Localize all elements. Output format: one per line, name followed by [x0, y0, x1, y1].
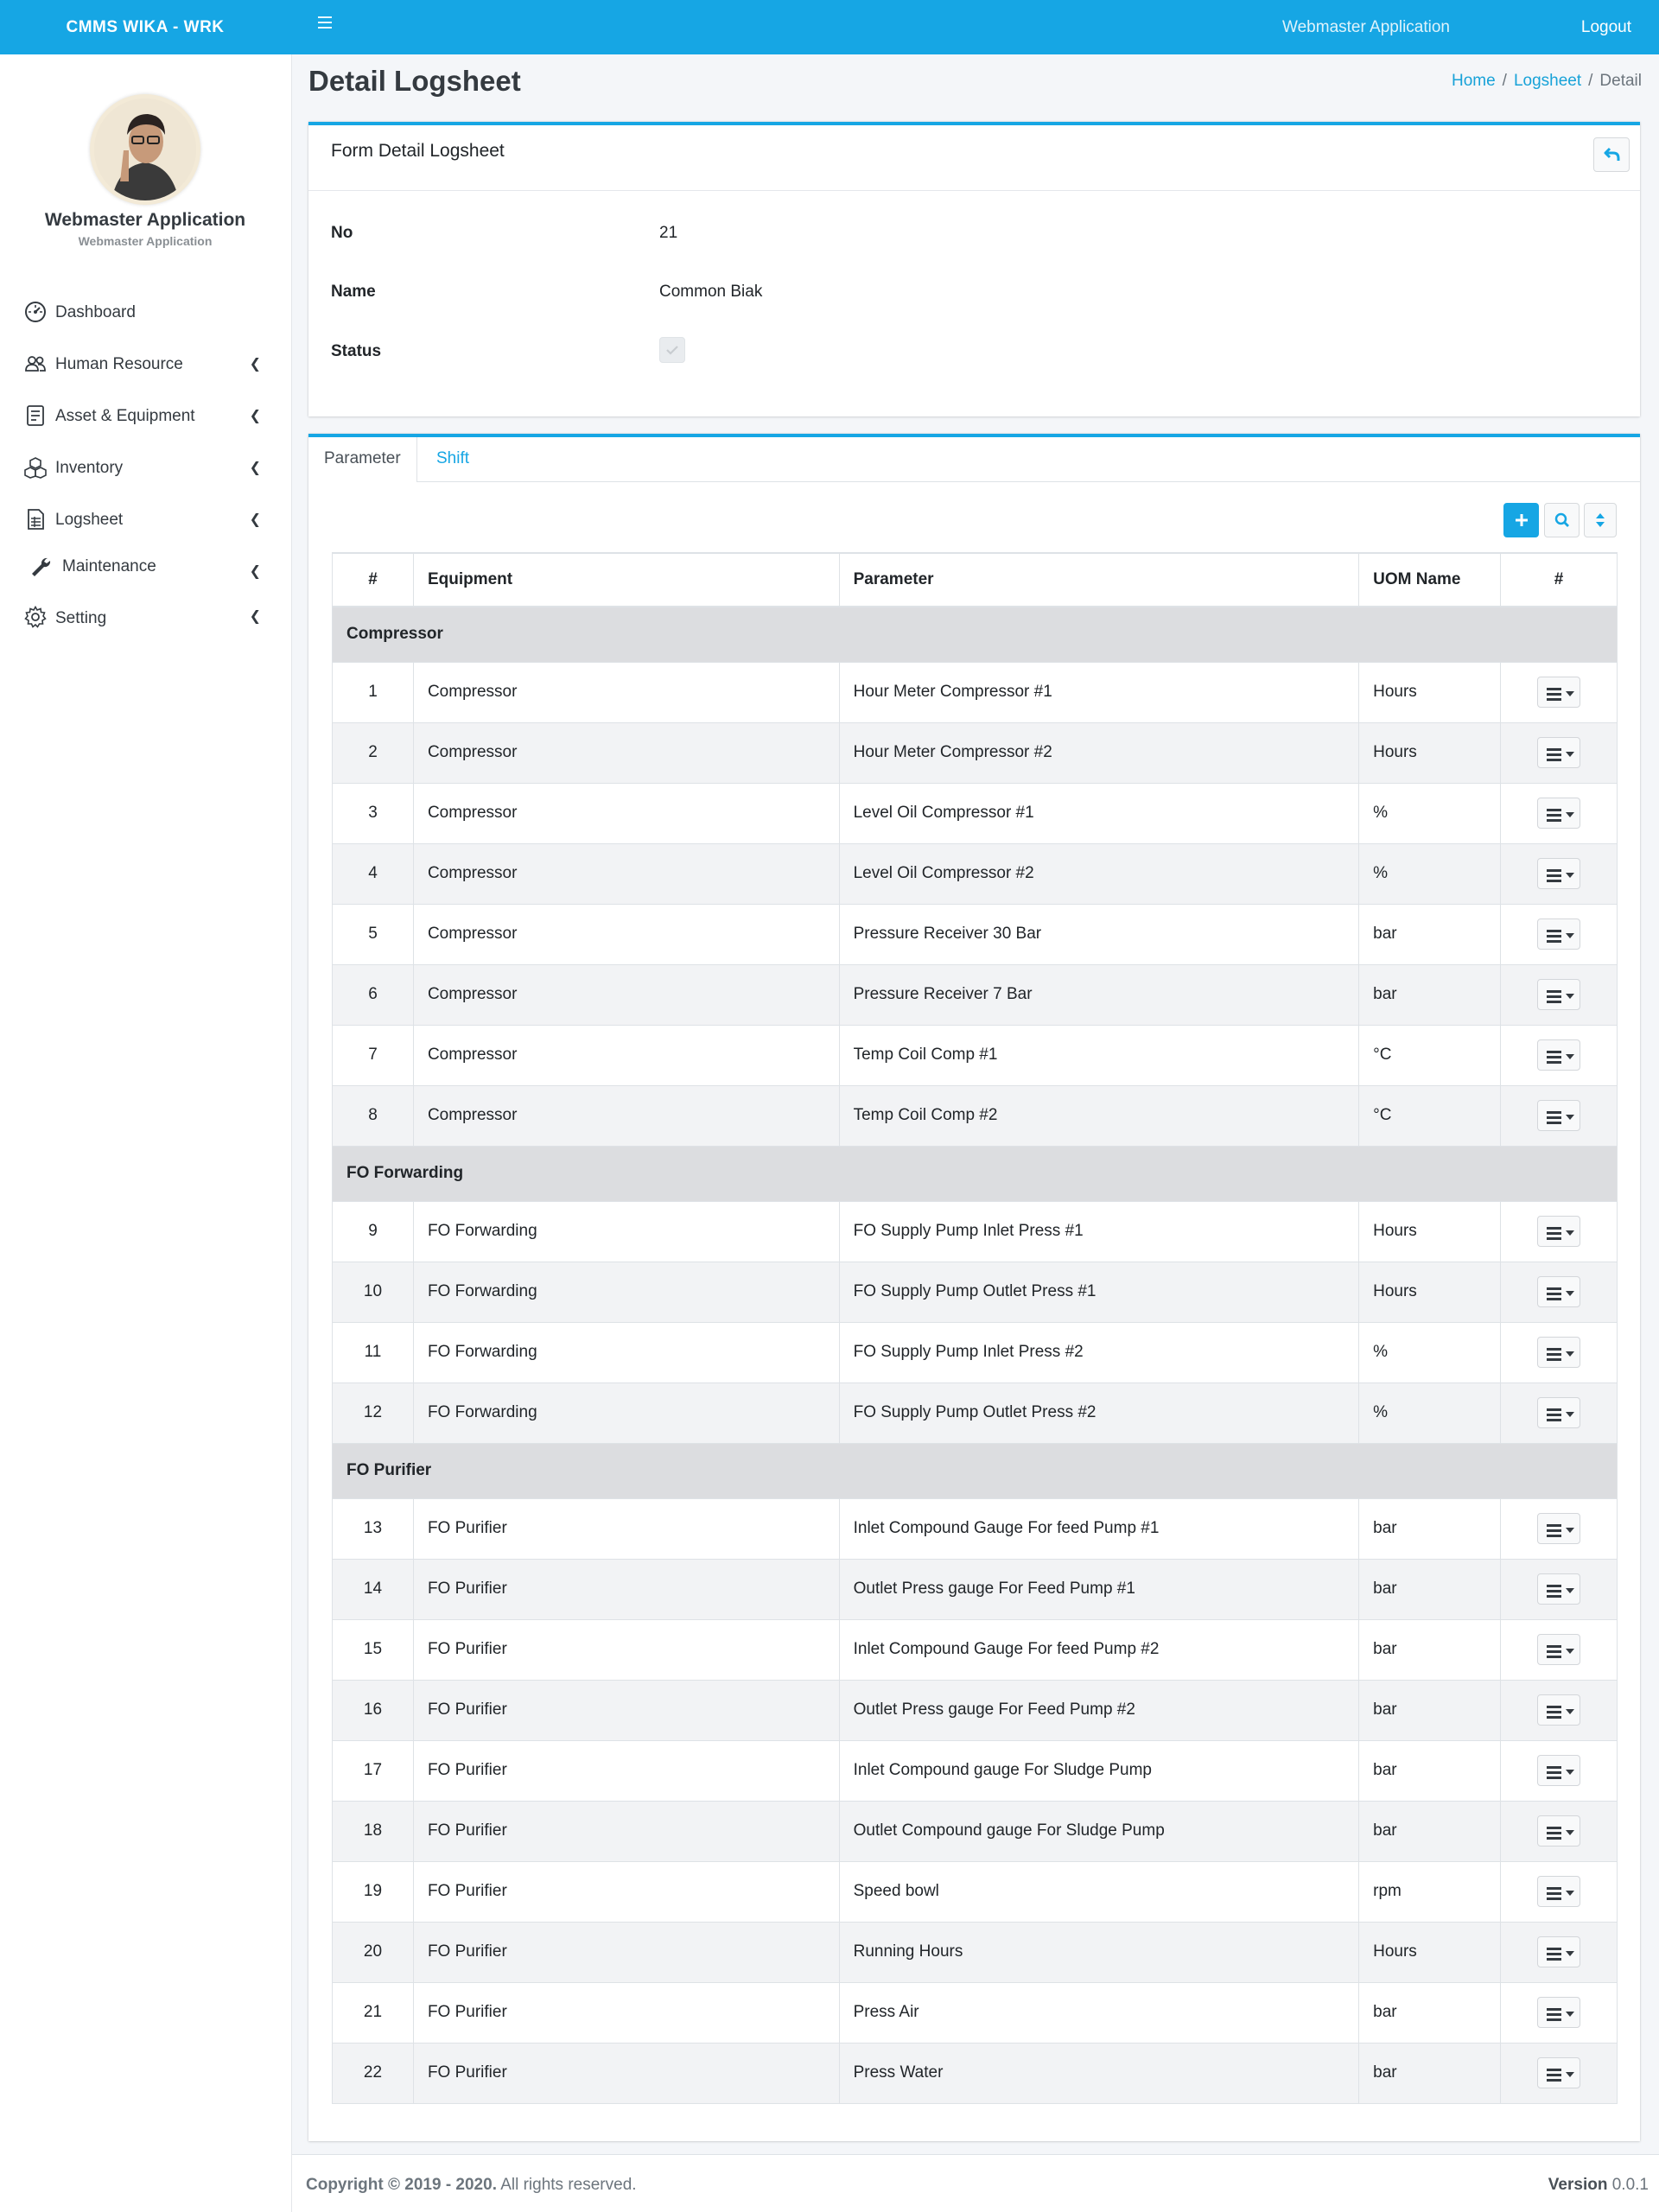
cell-equipment: FO Purifier — [413, 1559, 839, 1619]
cell-uom: rpm — [1359, 1861, 1501, 1922]
caret-down-icon — [1566, 1770, 1574, 1775]
table-row — [333, 843, 1618, 904]
row-action-dropdown-button[interactable] — [1537, 1694, 1580, 1726]
menu-bars-icon — [1547, 1948, 1561, 1963]
caret-down-icon — [1566, 1649, 1574, 1654]
cell-uom: bar — [1359, 1498, 1501, 1559]
cell-action — [1501, 1680, 1618, 1740]
caret-down-icon — [1566, 1115, 1574, 1120]
cell-action — [1501, 1982, 1618, 2043]
cell-parameter: FO Supply Pump Inlet Press #2 — [839, 1322, 1359, 1382]
row-action-dropdown-button[interactable] — [1537, 2057, 1580, 2088]
cell-equipment: FO Purifier — [413, 1740, 839, 1801]
cell-uom: Hours — [1359, 1922, 1501, 1982]
cell-no: 19 — [333, 1861, 414, 1922]
menu-bars-icon — [1547, 809, 1561, 824]
cell-equipment: Compressor — [413, 662, 839, 722]
cell-uom: bar — [1359, 904, 1501, 964]
cell-action — [1501, 1922, 1618, 1982]
cell-action — [1501, 722, 1618, 783]
cell-parameter: FO Supply Pump Inlet Press #1 — [839, 1201, 1359, 1262]
card-header — [308, 125, 1640, 191]
cell-parameter: FO Supply Pump Outlet Press #1 — [839, 1262, 1359, 1322]
cell-action — [1501, 964, 1618, 1025]
cell-equipment: Compressor — [413, 964, 839, 1025]
cell-equipment: FO Purifier — [413, 1498, 839, 1559]
menu-bars-icon — [1547, 1706, 1561, 1721]
row-action-dropdown-button[interactable] — [1537, 1216, 1580, 1247]
breadcrumb-logsheet-link[interactable]: Logsheet — [1513, 72, 1582, 90]
chevron-left-icon: ❮ — [249, 409, 261, 423]
row-action-dropdown-button[interactable] — [1537, 858, 1580, 889]
caret-down-icon — [1566, 812, 1574, 817]
table-row — [333, 964, 1618, 1025]
cell-equipment: FO Purifier — [413, 1680, 839, 1740]
caret-down-icon — [1566, 994, 1574, 999]
cell-no: 13 — [333, 1498, 414, 1559]
cell-no: 20 — [333, 1922, 414, 1982]
field-label: No — [331, 224, 353, 242]
sidebar-item-label: Asset & Equipment — [55, 407, 195, 425]
cell-parameter: Outlet Press gauge For Feed Pump #1 — [839, 1559, 1359, 1619]
sidebar-user-name: Webmaster Application — [44, 210, 246, 230]
cell-equipment: Compressor — [413, 843, 839, 904]
table-row — [333, 904, 1618, 964]
caret-down-icon — [1566, 1588, 1574, 1593]
cell-uom: Hours — [1359, 662, 1501, 722]
row-action-dropdown-button[interactable] — [1537, 1876, 1580, 1907]
cell-action — [1501, 1619, 1618, 1680]
cell-action — [1501, 1382, 1618, 1443]
cell-action — [1501, 783, 1618, 843]
footer — [292, 2154, 1659, 2212]
cell-parameter: Inlet Compound gauge For Sludge Pump — [839, 1740, 1359, 1801]
cell-uom: °C — [1359, 1085, 1501, 1146]
table-row — [333, 1498, 1618, 1559]
cell-equipment: FO Purifier — [413, 1982, 839, 2043]
cell-uom: Hours — [1359, 1201, 1501, 1262]
row-action-dropdown-button[interactable] — [1537, 737, 1580, 768]
cell-parameter: Speed bowl — [839, 1861, 1359, 1922]
row-action-dropdown-button[interactable] — [1537, 1100, 1580, 1131]
parameter-table — [332, 552, 1618, 2104]
cell-equipment: Compressor — [413, 783, 839, 843]
menu-bars-icon — [1547, 1051, 1561, 1066]
breadcrumb-home-link[interactable]: Home — [1451, 72, 1496, 90]
tab-bar — [308, 437, 1640, 482]
table-body — [333, 607, 1618, 2103]
check-icon — [666, 345, 678, 355]
cell-parameter: Pressure Receiver 30 Bar — [839, 904, 1359, 964]
caret-down-icon — [1566, 1709, 1574, 1714]
cell-no: 3 — [333, 783, 414, 843]
sidebar-menu — [0, 288, 290, 651]
row-action-dropdown-button[interactable] — [1537, 798, 1580, 829]
cell-action — [1501, 1498, 1618, 1559]
menu-bars-icon — [1547, 2008, 1561, 2024]
sort-icon — [1595, 512, 1605, 528]
breadcrumb-separator: / — [1502, 72, 1507, 90]
cell-uom: % — [1359, 1322, 1501, 1382]
table-row — [333, 1982, 1618, 2043]
cell-uom: bar — [1359, 1982, 1501, 2043]
cell-uom: bar — [1359, 964, 1501, 1025]
cell-no: 8 — [333, 1085, 414, 1146]
cell-action — [1501, 1559, 1618, 1619]
cell-uom: % — [1359, 843, 1501, 904]
table-row — [333, 1201, 1618, 1262]
table-row — [333, 783, 1618, 843]
menu-bars-icon — [1547, 1287, 1561, 1303]
menu-bars-icon — [1547, 869, 1561, 885]
field-label: Name — [331, 283, 376, 301]
table-row — [333, 662, 1618, 722]
gear-icon — [24, 606, 47, 628]
table-row — [333, 1740, 1618, 1801]
boxes-icon — [24, 456, 47, 479]
caret-down-icon — [1566, 2072, 1574, 2077]
table-row — [333, 722, 1618, 783]
sidebar-item-asset-equipment[interactable] — [0, 391, 290, 443]
cell-no: 18 — [333, 1801, 414, 1861]
search-icon — [1554, 512, 1570, 528]
cell-no: 7 — [333, 1025, 414, 1085]
copyright-bold: Copyright © 2019 - 2020. — [306, 2176, 497, 2194]
caret-down-icon — [1566, 1891, 1574, 1896]
cell-no: 17 — [333, 1740, 414, 1801]
sidebar-item-label: Maintenance — [62, 557, 156, 575]
row-action-dropdown-button[interactable] — [1537, 1997, 1580, 2028]
sidebar-item-label: Logsheet — [55, 511, 124, 529]
cell-no: 12 — [333, 1382, 414, 1443]
table-row — [333, 1619, 1618, 1680]
cell-parameter: Hour Meter Compressor #1 — [839, 662, 1359, 722]
parameter-table-card — [308, 434, 1640, 2141]
sidebar-item-human-resource[interactable] — [0, 340, 290, 391]
cell-uom: bar — [1359, 2043, 1501, 2103]
table-row — [333, 1922, 1618, 1982]
chevron-left-icon: ❮ — [249, 564, 261, 579]
undo-icon — [1604, 147, 1621, 162]
caret-down-icon — [1566, 1528, 1574, 1533]
cell-equipment: Compressor — [413, 1085, 839, 1146]
cell-uom: % — [1359, 1382, 1501, 1443]
cell-parameter: Level Oil Compressor #1 — [839, 783, 1359, 843]
menu-bars-icon — [1547, 1348, 1561, 1363]
tab-parameter[interactable]: Parameter — [308, 437, 417, 482]
group-label: FO Forwarding — [333, 1146, 1618, 1201]
cell-action — [1501, 1801, 1618, 1861]
sidebar-item-label: Inventory — [55, 459, 124, 477]
menu-bars-icon — [1547, 688, 1561, 703]
status-checkbox[interactable] — [659, 337, 685, 363]
avatar — [90, 94, 200, 205]
table-row — [333, 1680, 1618, 1740]
caret-down-icon — [1566, 1230, 1574, 1236]
cell-parameter: FO Supply Pump Outlet Press #2 — [839, 1382, 1359, 1443]
chevron-left-icon: ❮ — [249, 461, 261, 475]
menu-bars-icon — [1547, 748, 1561, 764]
menu-bars-icon — [1547, 2069, 1561, 2084]
row-action-dropdown-button[interactable] — [1537, 1815, 1580, 1847]
cell-parameter: Level Oil Compressor #2 — [839, 843, 1359, 904]
group-label: Compressor — [333, 607, 1618, 662]
menu-bars-icon — [1547, 930, 1561, 945]
version-label: Version — [1548, 2176, 1608, 2194]
cell-action — [1501, 2043, 1618, 2103]
cell-uom: Hours — [1359, 722, 1501, 783]
table-row — [333, 1322, 1618, 1382]
table-row — [333, 1025, 1618, 1085]
cell-no: 6 — [333, 964, 414, 1025]
hamburger-menu-icon[interactable] — [318, 16, 334, 30]
menu-bars-icon — [1547, 1766, 1561, 1782]
row-action-dropdown-button[interactable] — [1537, 1039, 1580, 1071]
table-row — [333, 2043, 1618, 2103]
table-row — [333, 1559, 1618, 1619]
cell-action — [1501, 1085, 1618, 1146]
search-button[interactable] — [1544, 503, 1580, 537]
app-brand[interactable]: CMMS WIKA - WRK — [66, 18, 225, 36]
row-action-dropdown-button[interactable] — [1537, 1634, 1580, 1665]
cell-no: 14 — [333, 1559, 414, 1619]
cell-equipment: FO Purifier — [413, 1801, 839, 1861]
cell-action — [1501, 662, 1618, 722]
group-row — [333, 607, 1618, 662]
cell-parameter: Hour Meter Compressor #2 — [839, 722, 1359, 783]
caret-down-icon — [1566, 2012, 1574, 2017]
cell-equipment: FO Purifier — [413, 1861, 839, 1922]
cell-no: 10 — [333, 1262, 414, 1322]
cell-action — [1501, 1322, 1618, 1382]
menu-bars-icon — [1547, 1887, 1561, 1903]
cell-parameter: Inlet Compound Gauge For feed Pump #2 — [839, 1619, 1359, 1680]
field-value: Common Biak — [659, 283, 763, 301]
wrench-icon — [29, 556, 52, 578]
cell-uom: % — [1359, 783, 1501, 843]
caret-down-icon — [1566, 691, 1574, 696]
cell-parameter: Outlet Compound gauge For Sludge Pump — [839, 1801, 1359, 1861]
chevron-left-icon: ❮ — [249, 357, 261, 372]
cell-no: 9 — [333, 1201, 414, 1262]
table-header-row — [333, 553, 1618, 607]
table-row — [333, 1861, 1618, 1922]
add-button[interactable] — [1503, 503, 1539, 537]
caret-down-icon — [1566, 1054, 1574, 1059]
cell-no: 5 — [333, 904, 414, 964]
cell-parameter: Running Hours — [839, 1922, 1359, 1982]
list-icon — [24, 404, 47, 427]
cell-parameter: Temp Coil Comp #2 — [839, 1085, 1359, 1146]
sidebar-item-dashboard[interactable] — [0, 288, 290, 340]
cell-uom: °C — [1359, 1025, 1501, 1085]
row-action-dropdown-button[interactable] — [1537, 1513, 1580, 1544]
field-label: Status — [331, 342, 382, 360]
cell-equipment: FO Forwarding — [413, 1201, 839, 1262]
table-row — [333, 1382, 1618, 1443]
cell-no: 4 — [333, 843, 414, 904]
cell-no: 11 — [333, 1322, 414, 1382]
breadcrumb-separator: / — [1588, 72, 1593, 90]
plus-icon — [1514, 512, 1529, 528]
group-row — [333, 1443, 1618, 1498]
sidebar-item-inventory[interactable] — [0, 443, 290, 495]
sidebar — [0, 54, 292, 2212]
cell-no: 2 — [333, 722, 414, 783]
menu-bars-icon — [1547, 1585, 1561, 1600]
cell-action — [1501, 1861, 1618, 1922]
cell-no: 21 — [333, 1982, 414, 2043]
form-detail-card — [308, 122, 1640, 416]
nav-user-link[interactable]: Webmaster Application — [1282, 18, 1450, 36]
cell-equipment: Compressor — [413, 904, 839, 964]
cell-parameter: Outlet Press gauge For Feed Pump #2 — [839, 1680, 1359, 1740]
menu-bars-icon — [1547, 1111, 1561, 1127]
cell-equipment: FO Purifier — [413, 2043, 839, 2103]
row-action-dropdown-button[interactable] — [1537, 1573, 1580, 1605]
row-action-dropdown-button[interactable] — [1537, 1936, 1580, 1967]
column-header-uom[interactable]: UOM Name — [1359, 553, 1501, 607]
cell-equipment: FO Forwarding — [413, 1382, 839, 1443]
caret-down-icon — [1566, 1951, 1574, 1956]
sort-button[interactable] — [1584, 503, 1617, 537]
cell-uom: bar — [1359, 1619, 1501, 1680]
cell-uom: bar — [1359, 1559, 1501, 1619]
breadcrumb — [1452, 72, 1642, 91]
cell-equipment: FO Purifier — [413, 1619, 839, 1680]
group-row — [333, 1146, 1618, 1201]
cell-parameter: Temp Coil Comp #1 — [839, 1025, 1359, 1085]
menu-bars-icon — [1547, 990, 1561, 1006]
footer-copyright — [306, 2176, 637, 2195]
sheet-icon — [24, 508, 47, 531]
cell-action — [1501, 1262, 1618, 1322]
row-action-dropdown-button[interactable] — [1537, 677, 1580, 708]
caret-down-icon — [1566, 752, 1574, 757]
cell-action — [1501, 1201, 1618, 1262]
caret-down-icon — [1566, 1351, 1574, 1357]
cell-no: 22 — [333, 2043, 414, 2103]
footer-version — [1548, 2176, 1649, 2195]
column-header-equipment[interactable]: Equipment — [413, 553, 839, 607]
cell-equipment: FO Forwarding — [413, 1322, 839, 1382]
cell-equipment: Compressor — [413, 722, 839, 783]
sidebar-item-setting[interactable] — [0, 599, 290, 651]
dashboard-icon — [24, 301, 47, 323]
column-header-action: # — [1501, 553, 1618, 607]
page-title: Detail Logsheet — [308, 65, 521, 97]
cell-uom: Hours — [1359, 1262, 1501, 1322]
cell-no: 15 — [333, 1619, 414, 1680]
logout-link[interactable]: Logout — [1580, 18, 1631, 36]
column-header-no[interactable]: # — [333, 553, 414, 607]
cell-uom: bar — [1359, 1740, 1501, 1801]
chevron-left-icon: ❮ — [249, 609, 261, 624]
sidebar-item-label: Setting — [55, 609, 107, 627]
cell-action — [1501, 1025, 1618, 1085]
cell-parameter: Press Air — [839, 1982, 1359, 2043]
caret-down-icon — [1566, 873, 1574, 878]
copyright-rest: All rights reserved. — [496, 2176, 637, 2194]
caret-down-icon — [1566, 933, 1574, 938]
group-label: FO Purifier — [333, 1443, 1618, 1498]
cell-parameter: Pressure Receiver 7 Bar — [839, 964, 1359, 1025]
row-action-dropdown-button[interactable] — [1537, 979, 1580, 1010]
sidebar-item-label: Human Resource — [55, 355, 183, 373]
tab-shift[interactable]: Shift — [436, 449, 470, 467]
menu-bars-icon — [1547, 1645, 1561, 1661]
cell-uom: bar — [1359, 1801, 1501, 1861]
users-icon — [24, 353, 47, 375]
cell-no: 1 — [333, 662, 414, 722]
sidebar-user-role: Webmaster Application — [78, 234, 213, 248]
table-row — [333, 1801, 1618, 1861]
menu-bars-icon — [1547, 1827, 1561, 1842]
cell-no: 16 — [333, 1680, 414, 1740]
row-action-dropdown-button[interactable] — [1537, 1276, 1580, 1307]
card-title: Form Detail Logsheet — [331, 141, 505, 161]
cell-equipment: FO Purifier — [413, 1922, 839, 1982]
caret-down-icon — [1566, 1830, 1574, 1835]
menu-bars-icon — [1547, 1227, 1561, 1243]
cell-action — [1501, 843, 1618, 904]
table-row — [333, 1085, 1618, 1146]
row-action-dropdown-button[interactable] — [1537, 1755, 1580, 1786]
cell-uom: bar — [1359, 1680, 1501, 1740]
back-button[interactable] — [1593, 137, 1630, 172]
row-action-dropdown-button[interactable] — [1537, 1337, 1580, 1368]
caret-down-icon — [1566, 1291, 1574, 1296]
cell-action — [1501, 1740, 1618, 1801]
field-value: 21 — [659, 224, 678, 242]
sidebar-item-logsheet[interactable] — [0, 495, 290, 547]
row-action-dropdown-button[interactable] — [1537, 918, 1580, 950]
caret-down-icon — [1566, 1412, 1574, 1417]
row-action-dropdown-button[interactable] — [1537, 1397, 1580, 1428]
cell-parameter: Inlet Compound Gauge For feed Pump #1 — [839, 1498, 1359, 1559]
breadcrumb-current: Detail — [1599, 72, 1642, 90]
cell-action — [1501, 904, 1618, 964]
chevron-left-icon: ❮ — [249, 512, 261, 527]
cell-equipment: Compressor — [413, 1025, 839, 1085]
sidebar-item-label: Dashboard — [55, 303, 136, 321]
cell-parameter: Press Water — [839, 2043, 1359, 2103]
menu-bars-icon — [1547, 1524, 1561, 1540]
cell-equipment: FO Forwarding — [413, 1262, 839, 1322]
column-header-parameter[interactable]: Parameter — [839, 553, 1359, 607]
version-value: 0.0.1 — [1607, 2176, 1649, 2194]
menu-bars-icon — [1547, 1408, 1561, 1424]
sidebar-item-maintenance[interactable] — [0, 547, 290, 599]
top-navbar — [0, 0, 1659, 54]
table-row — [333, 1262, 1618, 1322]
